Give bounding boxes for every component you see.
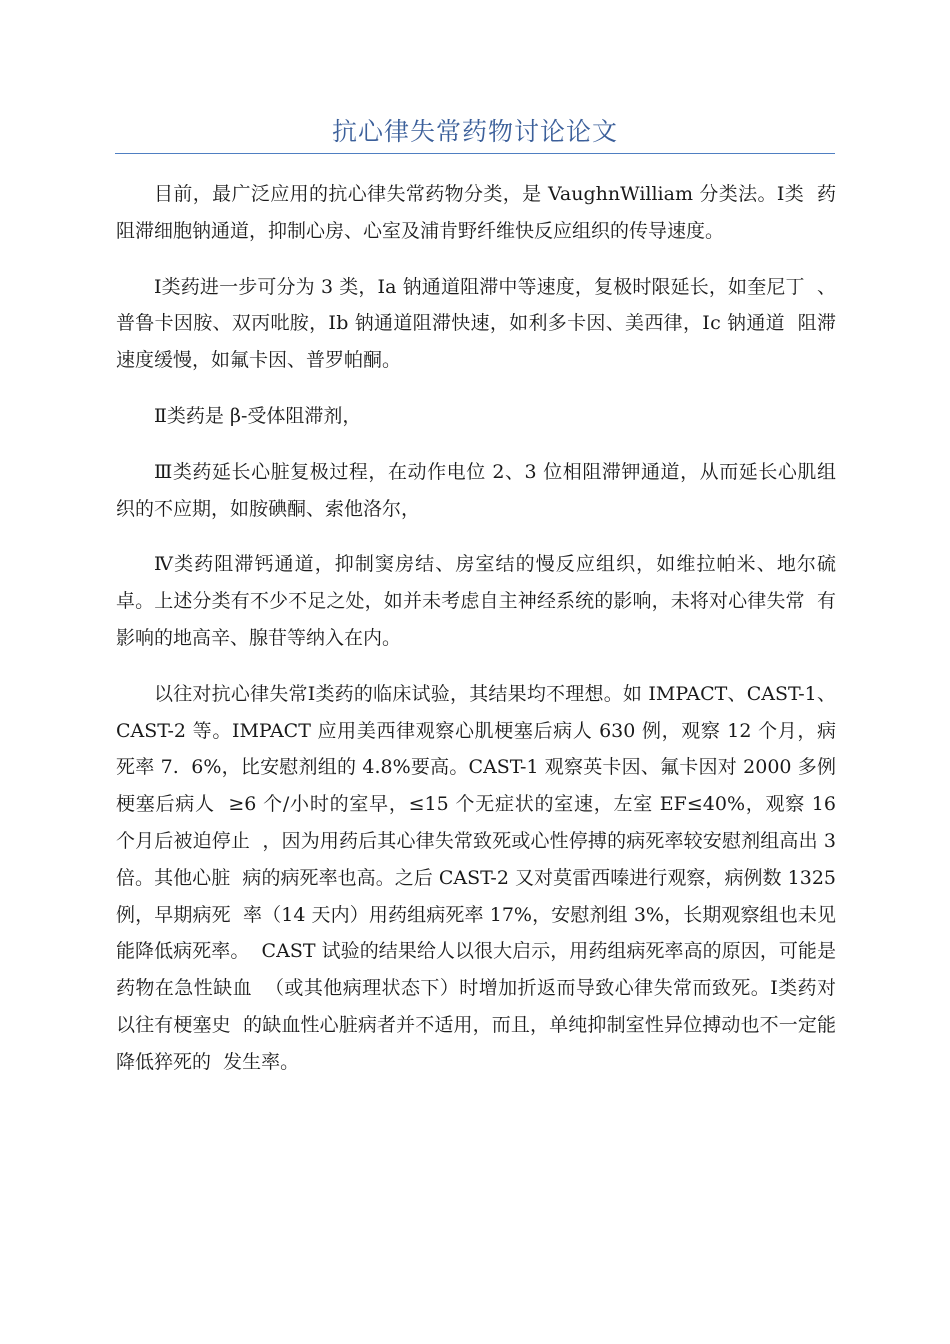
- paragraph-class-i: Ⅰ类药进一步可分为 3 类，Ⅰa 钠通道阻滞中等速度，复极时限延长，如奎尼丁 、普鲁卡因胺、双丙吡胺，Ⅰb 钠通道阻滞快速，如利多卡因、美西律，Ⅰc 钠通道 阻滞速度缓慢，如氟卡因、普罗帕酮。: [116, 275, 836, 372]
- paragraph-clinical-trials: 以往对抗心律失常Ⅰ类药的临床试验，其结果均不理想。如 IMPACT、CAST-1、 CAST-2 等。IMPACT 应用美西律观察心肌梗塞后病人 630 例，观察 12 个月，病死率 7. 6%，比安慰剂组的 4.8%要高。CAST-1 观察英卡因、氟卡因对 2000 多例梗塞后病人 ≥6 个/小时的室早，≤15 个无症状的室速，左室 EF≤40%，观察 16 个月后被迫停止 ，因为用药后其心律失常致死或心性停搏的病死率较安慰剂组高出 3 倍。其他心脏 病的病死率也高。之后 CAST-2 又对莫雷西嗪进行观察，病例数 1325 例，早期病死 率（14 天内）用药组病死率 17%，安慰剂组 3%，长期观察组也未见能降低病死率。 CAST 试验的结果给人以很大启示，用药组病死率高的原因，可能是药物在急性缺血 （或其他病理状态下）时增加折返而导致心律失常而致死。Ⅰ类药对以往有梗塞史 的缺血性心脏病者并不适用，而且，单纯抑制室性异位搏动也不一定能降低猝死的 发生率。: [116, 682, 849, 1073]
- paragraph-class-iii: Ⅲ类药延长心脏复极过程，在动作电位 2、3 位相阻滞钾通道，从而延长心肌组 织的不应期，如胺碘酮、索他洛尔，: [116, 460, 849, 520]
- paragraph-class-ii: Ⅱ类药是 β-受体阻滞剂，: [154, 404, 362, 427]
- paragraph-class-iv: Ⅳ类药阻滞钙通道，抑制窦房结、房室结的慢反应组织，如维拉帕米、地尔硫 卓。上述分类有不少不足之处，如并未考虑自主神经系统的影响，未将对心律失常 有影响的地高辛、腺苷等纳入在内。: [116, 553, 849, 649]
- document-body: [116, 176, 849, 1100]
- title-underline: [115, 153, 835, 154]
- document-title: 抗心律失常药物讨论论文: [331, 117, 618, 146]
- paragraph-classification: 目前，最广泛应用的抗心律失常药物分类，是 VaughnWilliam 分类法。Ⅰ类 药阻滞细胞钠通道，抑制心房、心室及浦肯野纤维快反应组织的传导速度。: [116, 183, 836, 242]
